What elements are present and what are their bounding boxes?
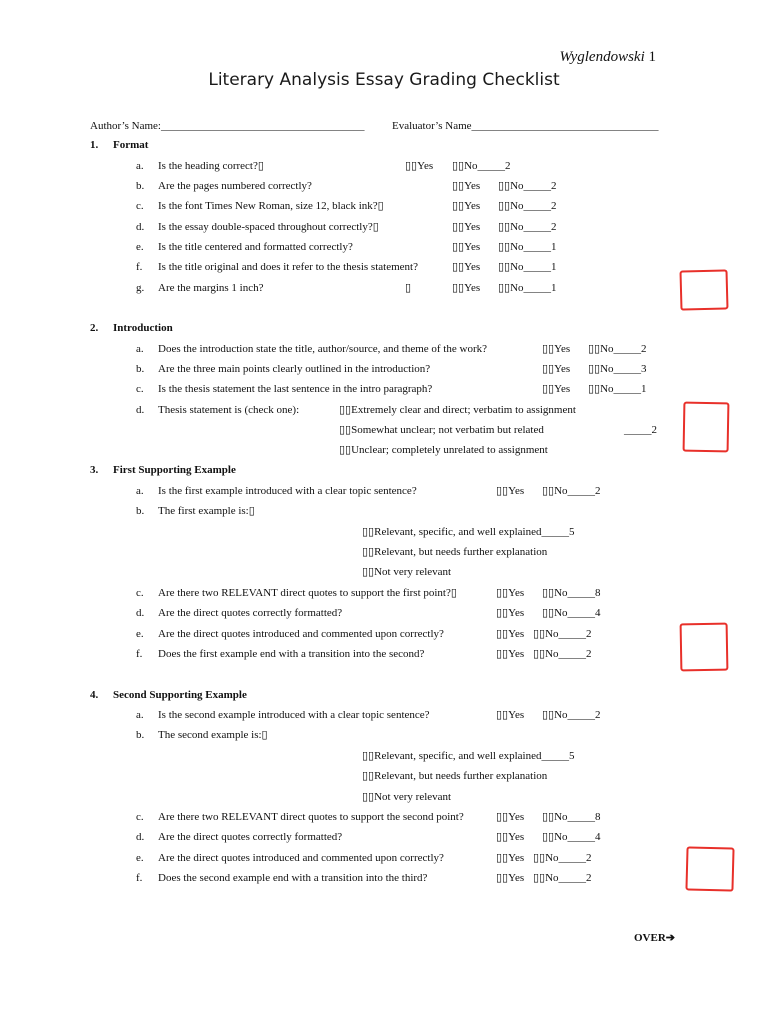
item-letter: e. <box>136 852 144 864</box>
section-format-number: 1. <box>90 139 99 151</box>
thesis-option-clear[interactable]: ▯▯Extremely clear and direct; verbatim to assignment <box>339 404 576 416</box>
example1-option-needs-explanation[interactable]: ▯▯Relevant, but needs further explanation <box>362 546 548 558</box>
section-introduction-number: 2. <box>90 322 99 334</box>
author-lastname: Wyglendowski <box>559 49 645 65</box>
no-checkbox[interactable]: ▯▯No_____2 <box>498 221 557 233</box>
item-letter: b. <box>136 729 145 741</box>
no-checkbox[interactable]: ▯▯No_____2 <box>542 709 601 721</box>
no-checkbox[interactable]: ▯▯No_____1 <box>498 282 557 294</box>
yes-checkbox[interactable]: ▯▯Yes <box>496 485 525 497</box>
no-checkbox[interactable]: ▯▯No_____2 <box>452 160 511 172</box>
right-arrow-icon: ➔ <box>665 932 675 944</box>
no-checkbox[interactable]: ▯▯No_____2 <box>542 485 601 497</box>
no-checkbox[interactable]: ▯▯No_____2 <box>533 852 592 864</box>
yes-checkbox[interactable]: ▯▯Yes <box>452 241 481 253</box>
item-question: Are the margins 1 inch? <box>158 282 264 294</box>
section-first-example-number: 3. <box>90 464 99 476</box>
no-checkbox[interactable]: ▯▯No_____2 <box>498 180 557 192</box>
item-question: Are the direct quotes correctly formatted? <box>158 607 343 619</box>
yes-checkbox[interactable]: ▯▯Yes <box>496 628 525 640</box>
no-checkbox[interactable]: ▯▯No_____2 <box>533 648 592 660</box>
yes-checkbox[interactable]: ▯▯Yes <box>405 160 434 172</box>
item-letter: c. <box>136 811 144 823</box>
example1-option-relevant-specific[interactable]: ▯▯Relevant, specific, and well explained_____5 <box>362 526 575 538</box>
thesis-option-unclear[interactable]: ▯▯Unclear; completely unrelated to assignment <box>339 444 548 456</box>
item-question: Is the second example introduced with a clear topic sentence? <box>158 709 430 721</box>
item-letter: d. <box>136 831 145 843</box>
item-question: Is the first example introduced with a clear topic sentence? <box>158 485 417 497</box>
section-first-example-title: First Supporting Example <box>113 464 236 476</box>
yes-checkbox[interactable]: ▯▯Yes <box>452 200 481 212</box>
item-question: Is the thesis statement the last sentence in the intro paragraph? <box>158 383 433 395</box>
item-letter: b. <box>136 505 145 517</box>
evaluator-name-field[interactable]: Evaluator’s Name__________________________________ <box>392 120 659 132</box>
yes-checkbox[interactable]: ▯▯Yes <box>542 363 571 375</box>
item-letter: a. <box>136 709 144 721</box>
section-second-example-title: Second Supporting Example <box>113 689 247 701</box>
placeholder-glyph: ▯ <box>405 282 412 294</box>
item-question: Does the second example end with a transition into the third? <box>158 872 428 884</box>
item-letter: d. <box>136 404 145 416</box>
no-checkbox[interactable]: ▯▯No_____2 <box>498 200 557 212</box>
thesis-option-somewhat-unclear[interactable]: ▯▯Somewhat unclear; not verbatim but related <box>339 424 544 436</box>
example1-option-not-relevant[interactable]: ▯▯Not very relevant <box>362 566 452 578</box>
no-checkbox[interactable]: ▯▯No_____4 <box>542 831 601 843</box>
item-question: Is the essay double-spaced throughout correctly?▯ <box>158 221 379 233</box>
item-letter: g. <box>136 282 145 294</box>
yes-checkbox[interactable]: ▯▯Yes <box>496 709 525 721</box>
score-box-introduction[interactable] <box>683 402 730 453</box>
score-box-format[interactable] <box>679 269 728 310</box>
no-checkbox[interactable]: ▯▯No_____2 <box>533 872 592 884</box>
item-question: Is the font Times New Roman, size 12, black ink?▯ <box>158 200 384 212</box>
item-letter: c. <box>136 587 144 599</box>
yes-checkbox[interactable]: ▯▯Yes <box>452 180 481 192</box>
item-question: Are the three main points clearly outlined in the introduction? <box>158 363 431 375</box>
item-letter: a. <box>136 485 144 497</box>
over-label: OVER <box>634 932 666 944</box>
item-question: Are the direct quotes correctly formatted? <box>158 831 343 843</box>
item-question: Thesis statement is (check one): <box>158 404 300 416</box>
running-header <box>559 48 656 66</box>
yes-checkbox[interactable]: ▯▯Yes <box>496 811 525 823</box>
item-letter: f. <box>136 648 143 660</box>
page-title: Literary Analysis Essay Grading Checklist <box>208 70 560 90</box>
example2-option-relevant-specific[interactable]: ▯▯Relevant, specific, and well explained_____5 <box>362 750 575 762</box>
item-question: Is the title original and does it refer to the thesis statement? <box>158 261 418 273</box>
section-format-title: Format <box>113 139 149 151</box>
no-checkbox[interactable]: ▯▯No_____8 <box>542 587 601 599</box>
no-checkbox[interactable]: ▯▯No_____1 <box>498 261 557 273</box>
section-introduction-title: Introduction <box>113 322 173 334</box>
yes-checkbox[interactable]: ▯▯Yes <box>496 587 525 599</box>
no-checkbox[interactable]: ▯▯No_____1 <box>588 383 647 395</box>
item-question: Does the introduction state the title, author/source, and theme of the work? <box>158 343 487 355</box>
item-question: Is the title centered and formatted correctly? <box>158 241 353 253</box>
item-question: Are the direct quotes introduced and commented upon correctly? <box>158 628 444 640</box>
item-letter: f. <box>136 872 143 884</box>
item-question: Does the first example end with a transition into the second? <box>158 648 425 660</box>
item-letter: d. <box>136 221 145 233</box>
item-letter: b. <box>136 363 145 375</box>
item-question: Are there two RELEVANT direct quotes to support the second point? <box>158 811 464 823</box>
item-letter: f. <box>136 261 143 273</box>
example2-option-needs-explanation[interactable]: ▯▯Relevant, but needs further explanation <box>362 770 548 782</box>
item-letter: d. <box>136 607 145 619</box>
score-box-first-example[interactable] <box>680 623 729 672</box>
item-question: Is the heading correct?▯ <box>158 160 264 172</box>
yes-checkbox[interactable]: ▯▯Yes <box>496 872 525 884</box>
yes-checkbox[interactable]: ▯▯Yes <box>496 648 525 660</box>
item-letter: c. <box>136 200 144 212</box>
item-letter: e. <box>136 241 144 253</box>
author-name-field[interactable]: Author’s Name:_____________________________________ <box>90 120 365 132</box>
no-checkbox[interactable]: ▯▯No_____8 <box>542 811 601 823</box>
item-letter: a. <box>136 160 144 172</box>
item-letter: b. <box>136 180 145 192</box>
item-question: The second example is:▯ <box>158 729 268 741</box>
yes-checkbox[interactable]: ▯▯Yes <box>542 383 571 395</box>
yes-checkbox[interactable]: ▯▯Yes <box>452 261 481 273</box>
score-box-second-example[interactable] <box>685 846 734 891</box>
item-question: Are the pages numbered correctly? <box>158 180 312 192</box>
item-question: The first example is:▯ <box>158 505 255 517</box>
no-checkbox[interactable]: ▯▯No_____2 <box>533 628 592 640</box>
item-letter: e. <box>136 628 144 640</box>
item-letter: c. <box>136 383 144 395</box>
over-indicator <box>634 931 675 945</box>
no-checkbox[interactable]: ▯▯No_____3 <box>588 363 647 375</box>
example2-option-not-relevant[interactable]: ▯▯Not very relevant <box>362 791 452 803</box>
item-question: Are there two RELEVANT direct quotes to support the first point?▯ <box>158 587 457 599</box>
page-number: 1 <box>648 49 656 65</box>
yes-checkbox[interactable]: ▯▯Yes <box>452 282 481 294</box>
yes-checkbox[interactable]: ▯▯Yes <box>452 221 481 233</box>
thesis-points: _____2 <box>624 424 657 436</box>
item-letter: a. <box>136 343 144 355</box>
section-second-example-number: 4. <box>90 689 99 701</box>
yes-checkbox[interactable]: ▯▯Yes <box>542 343 571 355</box>
item-question: Are the direct quotes introduced and commented upon correctly? <box>158 852 444 864</box>
yes-checkbox[interactable]: ▯▯Yes <box>496 852 525 864</box>
yes-checkbox[interactable]: ▯▯Yes <box>496 607 525 619</box>
no-checkbox[interactable]: ▯▯No_____4 <box>542 607 601 619</box>
no-checkbox[interactable]: ▯▯No_____1 <box>498 241 557 253</box>
yes-checkbox[interactable]: ▯▯Yes <box>496 831 525 843</box>
no-checkbox[interactable]: ▯▯No_____2 <box>588 343 647 355</box>
